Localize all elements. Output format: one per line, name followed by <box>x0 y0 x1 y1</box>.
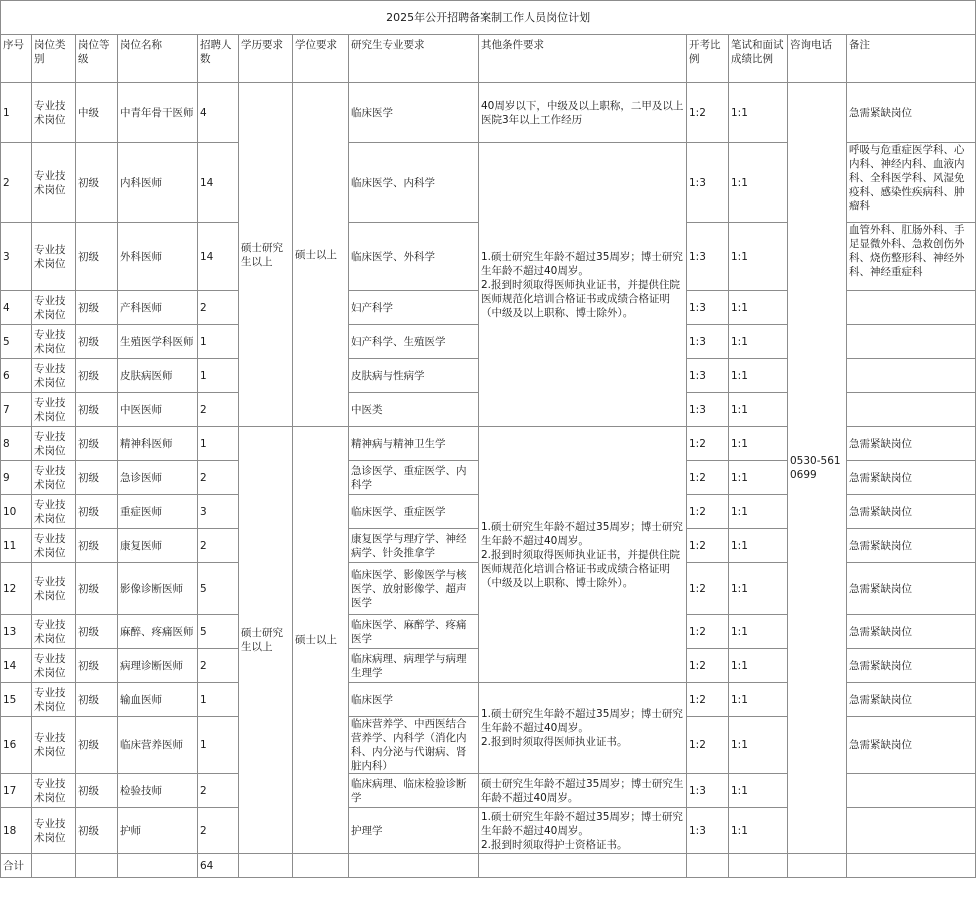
cell-count: 4 <box>198 83 239 143</box>
total-empty-cell <box>847 854 976 878</box>
cell-edu: 硕士研究生以上 <box>239 427 293 854</box>
cell-exam-ratio: 1:1 <box>729 393 788 427</box>
cell-exam-ratio: 1:1 <box>729 615 788 649</box>
header-edu: 学历要求 <box>239 35 293 83</box>
header-level: 岗位等级 <box>76 35 118 83</box>
cell-other: 40周岁以下，中级及以上职称，二甲及以上医院3年以上工作经历 <box>479 83 687 143</box>
cell-edu: 硕士研究生以上 <box>239 83 293 427</box>
cell-level: 初级 <box>76 393 118 427</box>
cell-count: 2 <box>198 808 239 854</box>
total-empty-cell <box>239 854 293 878</box>
cell-other: 1.硕士研究生年龄不超过35周岁；博士研究生年龄不超过40周岁。 2.报到时须取得医师执业证书。 <box>479 683 687 774</box>
cell-ratio: 1:2 <box>687 529 729 563</box>
cell-major: 临床医学、外科学 <box>349 223 479 291</box>
total-empty-cell <box>687 854 729 878</box>
cell-category: 专业技术岗位 <box>32 83 76 143</box>
cell-exam-ratio: 1:1 <box>729 83 788 143</box>
cell-note: 急需紧缺岗位 <box>847 427 976 461</box>
header-name: 岗位名称 <box>118 35 198 83</box>
cell-name: 中青年骨干医师 <box>118 83 198 143</box>
cell-seq: 13 <box>1 615 32 649</box>
cell-note: 呼吸与危重症医学科、心内科、神经内科、血液内科、全科医学科、风湿免疫科、感染性疾病科、肿瘤科 <box>847 143 976 223</box>
cell-major: 皮肤病与性病学 <box>349 359 479 393</box>
cell-seq: 7 <box>1 393 32 427</box>
cell-note: 急需紧缺岗位 <box>847 717 976 774</box>
cell-exam-ratio: 1:1 <box>729 808 788 854</box>
cell-ratio: 1:2 <box>687 495 729 529</box>
cell-seq: 4 <box>1 291 32 325</box>
cell-level: 初级 <box>76 615 118 649</box>
total-empty-cell <box>729 854 788 878</box>
total-empty-cell <box>118 854 198 878</box>
cell-note: 急需紧缺岗位 <box>847 461 976 495</box>
cell-category: 专业技术岗位 <box>32 393 76 427</box>
cell-exam-ratio: 1:1 <box>729 717 788 774</box>
cell-ratio: 1:3 <box>687 393 729 427</box>
cell-exam-ratio: 1:1 <box>729 461 788 495</box>
cell-major: 临床病理、临床检验诊断学 <box>349 774 479 808</box>
cell-name: 精神科医师 <box>118 427 198 461</box>
cell-level: 初级 <box>76 461 118 495</box>
cell-ratio: 1:3 <box>687 359 729 393</box>
cell-name: 麻醉、疼痛医师 <box>118 615 198 649</box>
cell-seq: 15 <box>1 683 32 717</box>
cell-name: 中医医师 <box>118 393 198 427</box>
cell-note <box>847 291 976 325</box>
cell-level: 初级 <box>76 649 118 683</box>
cell-ratio: 1:3 <box>687 808 729 854</box>
cell-exam-ratio: 1:1 <box>729 325 788 359</box>
cell-major: 临床医学 <box>349 83 479 143</box>
cell-exam-ratio: 1:1 <box>729 143 788 223</box>
cell-level: 初级 <box>76 359 118 393</box>
cell-ratio: 1:2 <box>687 427 729 461</box>
cell-category: 专业技术岗位 <box>32 717 76 774</box>
header-category: 岗位类别 <box>32 35 76 83</box>
total-empty-cell <box>788 854 847 878</box>
cell-seq: 18 <box>1 808 32 854</box>
cell-exam-ratio: 1:1 <box>729 291 788 325</box>
cell-count: 2 <box>198 393 239 427</box>
cell-note <box>847 393 976 427</box>
cell-seq: 10 <box>1 495 32 529</box>
cell-seq: 14 <box>1 649 32 683</box>
cell-name: 急诊医师 <box>118 461 198 495</box>
cell-major: 临床医学、重症医学 <box>349 495 479 529</box>
cell-level: 初级 <box>76 808 118 854</box>
total-empty-cell <box>479 854 687 878</box>
cell-count: 3 <box>198 495 239 529</box>
cell-major: 中医类 <box>349 393 479 427</box>
cell-ratio: 1:3 <box>687 291 729 325</box>
cell-count: 2 <box>198 649 239 683</box>
cell-category: 专业技术岗位 <box>32 495 76 529</box>
cell-name: 病理诊断医师 <box>118 649 198 683</box>
cell-major: 临床营养学、中西医结合营养学、内科学（消化内科、内分泌与代谢病、肾脏内科） <box>349 717 479 774</box>
cell-major: 临床医学、影像医学与核医学、放射影像学、超声医学 <box>349 563 479 615</box>
cell-exam-ratio: 1:1 <box>729 495 788 529</box>
cell-category: 专业技术岗位 <box>32 563 76 615</box>
cell-other: 1.硕士研究生年龄不超过35周岁；博士研究生年龄不超过40周岁。 2.报到时须取得医师执业证书，并提供住院医师规范化培训合格证书或成绩合格证明（中级及以上职称、博士除外）。 <box>479 143 687 427</box>
total-empty-cell <box>349 854 479 878</box>
cell-count: 2 <box>198 461 239 495</box>
cell-level: 初级 <box>76 774 118 808</box>
header-ratio: 开考比例 <box>687 35 729 83</box>
table-title: 2025年公开招聘备案制工作人员岗位计划 <box>1 1 976 35</box>
cell-level: 初级 <box>76 427 118 461</box>
cell-count: 1 <box>198 683 239 717</box>
header-exam-ratio: 笔试和面试成绩比例 <box>729 35 788 83</box>
total-label: 合计 <box>1 854 32 878</box>
total-empty-cell <box>293 854 349 878</box>
cell-count: 1 <box>198 427 239 461</box>
cell-major: 妇产科学、生殖医学 <box>349 325 479 359</box>
table-row <box>1 83 976 143</box>
header-phone: 咨询电话 <box>788 35 847 83</box>
cell-other: 1.硕士研究生年龄不超过35周岁；博士研究生年龄不超过40周岁。 2.报到时须取得护士资格证书。 <box>479 808 687 854</box>
cell-ratio: 1:2 <box>687 683 729 717</box>
cell-count: 14 <box>198 223 239 291</box>
cell-name: 产科医师 <box>118 291 198 325</box>
cell-ratio: 1:3 <box>687 223 729 291</box>
cell-category: 专业技术岗位 <box>32 223 76 291</box>
cell-exam-ratio: 1:1 <box>729 649 788 683</box>
cell-name: 输血医师 <box>118 683 198 717</box>
cell-exam-ratio: 1:1 <box>729 529 788 563</box>
cell-ratio: 1:3 <box>687 774 729 808</box>
cell-note: 急需紧缺岗位 <box>847 683 976 717</box>
cell-major: 临床医学 <box>349 683 479 717</box>
cell-level: 初级 <box>76 291 118 325</box>
cell-category: 专业技术岗位 <box>32 774 76 808</box>
cell-major: 康复医学与理疗学、神经病学、针灸推拿学 <box>349 529 479 563</box>
cell-note: 血管外科、肛肠外科、手足显微外科、急救创伤外科、烧伤整形科、神经外科、神经重症科 <box>847 223 976 291</box>
cell-category: 专业技术岗位 <box>32 649 76 683</box>
header-note: 备注 <box>847 35 976 83</box>
cell-name: 重症医师 <box>118 495 198 529</box>
cell-name: 内科医师 <box>118 143 198 223</box>
header-degree: 学位要求 <box>293 35 349 83</box>
cell-note: 急需紧缺岗位 <box>847 563 976 615</box>
header-row <box>1 35 976 83</box>
cell-name: 影像诊断医师 <box>118 563 198 615</box>
cell-name: 临床营养医师 <box>118 717 198 774</box>
cell-category: 专业技术岗位 <box>32 427 76 461</box>
cell-level: 初级 <box>76 223 118 291</box>
cell-count: 5 <box>198 615 239 649</box>
cell-ratio: 1:2 <box>687 615 729 649</box>
cell-name: 皮肤病医师 <box>118 359 198 393</box>
cell-major: 临床医学、麻醉学、疼痛医学 <box>349 615 479 649</box>
cell-count: 2 <box>198 774 239 808</box>
cell-count: 1 <box>198 359 239 393</box>
cell-other: 硕士研究生年龄不超过35周岁；博士研究生年龄不超过40周岁。 <box>479 774 687 808</box>
cell-ratio: 1:3 <box>687 143 729 223</box>
cell-name: 护师 <box>118 808 198 854</box>
cell-note: 急需紧缺岗位 <box>847 615 976 649</box>
cell-category: 专业技术岗位 <box>32 143 76 223</box>
cell-major: 护理学 <box>349 808 479 854</box>
cell-level: 初级 <box>76 683 118 717</box>
cell-exam-ratio: 1:1 <box>729 427 788 461</box>
cell-note: 急需紧缺岗位 <box>847 649 976 683</box>
cell-note: 急需紧缺岗位 <box>847 495 976 529</box>
cell-degree: 硕士以上 <box>293 427 349 854</box>
cell-seq: 11 <box>1 529 32 563</box>
cell-exam-ratio: 1:1 <box>729 223 788 291</box>
total-row <box>1 854 976 878</box>
cell-major: 临床医学、内科学 <box>349 143 479 223</box>
cell-category: 专业技术岗位 <box>32 359 76 393</box>
cell-exam-ratio: 1:1 <box>729 563 788 615</box>
cell-seq: 6 <box>1 359 32 393</box>
cell-exam-ratio: 1:1 <box>729 359 788 393</box>
cell-count: 2 <box>198 529 239 563</box>
cell-seq: 17 <box>1 774 32 808</box>
cell-category: 专业技术岗位 <box>32 291 76 325</box>
cell-seq: 3 <box>1 223 32 291</box>
cell-count: 1 <box>198 717 239 774</box>
total-empty-cell <box>76 854 118 878</box>
cell-major: 精神病与精神卫生学 <box>349 427 479 461</box>
cell-category: 专业技术岗位 <box>32 529 76 563</box>
cell-category: 专业技术岗位 <box>32 615 76 649</box>
cell-level: 初级 <box>76 563 118 615</box>
total-count: 64 <box>198 854 239 878</box>
cell-level: 初级 <box>76 529 118 563</box>
cell-other: 1.硕士研究生年龄不超过35周岁；博士研究生年龄不超过40周岁。 2.报到时须取得医师执业证书，并提供住院医师规范化培训合格证书或成绩合格证明（中级及以上职称、博士除外）。 <box>479 427 687 683</box>
cell-ratio: 1:2 <box>687 563 729 615</box>
cell-name: 生殖医学科医师 <box>118 325 198 359</box>
cell-major: 急诊医学、重症医学、内科学 <box>349 461 479 495</box>
cell-note: 急需紧缺岗位 <box>847 529 976 563</box>
cell-seq: 8 <box>1 427 32 461</box>
cell-seq: 5 <box>1 325 32 359</box>
header-other: 其他条件要求 <box>479 35 687 83</box>
cell-note <box>847 774 976 808</box>
cell-major: 妇产科学 <box>349 291 479 325</box>
header-seq: 序号 <box>1 35 32 83</box>
cell-level: 初级 <box>76 717 118 774</box>
cell-seq: 12 <box>1 563 32 615</box>
cell-note <box>847 808 976 854</box>
cell-seq: 2 <box>1 143 32 223</box>
cell-count: 14 <box>198 143 239 223</box>
cell-category: 专业技术岗位 <box>32 461 76 495</box>
cell-note <box>847 325 976 359</box>
cell-phone: 0530-5610699 <box>788 83 847 854</box>
cell-category: 专业技术岗位 <box>32 683 76 717</box>
cell-level: 中级 <box>76 83 118 143</box>
cell-ratio: 1:2 <box>687 649 729 683</box>
cell-name: 外科医师 <box>118 223 198 291</box>
total-empty-cell <box>32 854 76 878</box>
cell-seq: 16 <box>1 717 32 774</box>
cell-category: 专业技术岗位 <box>32 808 76 854</box>
cell-ratio: 1:2 <box>687 717 729 774</box>
header-major: 研究生专业要求 <box>349 35 479 83</box>
cell-ratio: 1:3 <box>687 325 729 359</box>
header-count: 招聘人数 <box>198 35 239 83</box>
cell-category: 专业技术岗位 <box>32 325 76 359</box>
cell-exam-ratio: 1:1 <box>729 683 788 717</box>
cell-count: 1 <box>198 325 239 359</box>
cell-count: 5 <box>198 563 239 615</box>
cell-ratio: 1:2 <box>687 83 729 143</box>
cell-level: 初级 <box>76 495 118 529</box>
cell-degree: 硕士以上 <box>293 83 349 427</box>
cell-count: 2 <box>198 291 239 325</box>
cell-seq: 1 <box>1 83 32 143</box>
cell-level: 初级 <box>76 143 118 223</box>
cell-note <box>847 359 976 393</box>
cell-exam-ratio: 1:1 <box>729 774 788 808</box>
cell-name: 检验技师 <box>118 774 198 808</box>
cell-seq: 9 <box>1 461 32 495</box>
cell-ratio: 1:2 <box>687 461 729 495</box>
cell-note: 急需紧缺岗位 <box>847 83 976 143</box>
cell-major: 临床病理、病理学与病理生理学 <box>349 649 479 683</box>
cell-level: 初级 <box>76 325 118 359</box>
cell-name: 康复医师 <box>118 529 198 563</box>
